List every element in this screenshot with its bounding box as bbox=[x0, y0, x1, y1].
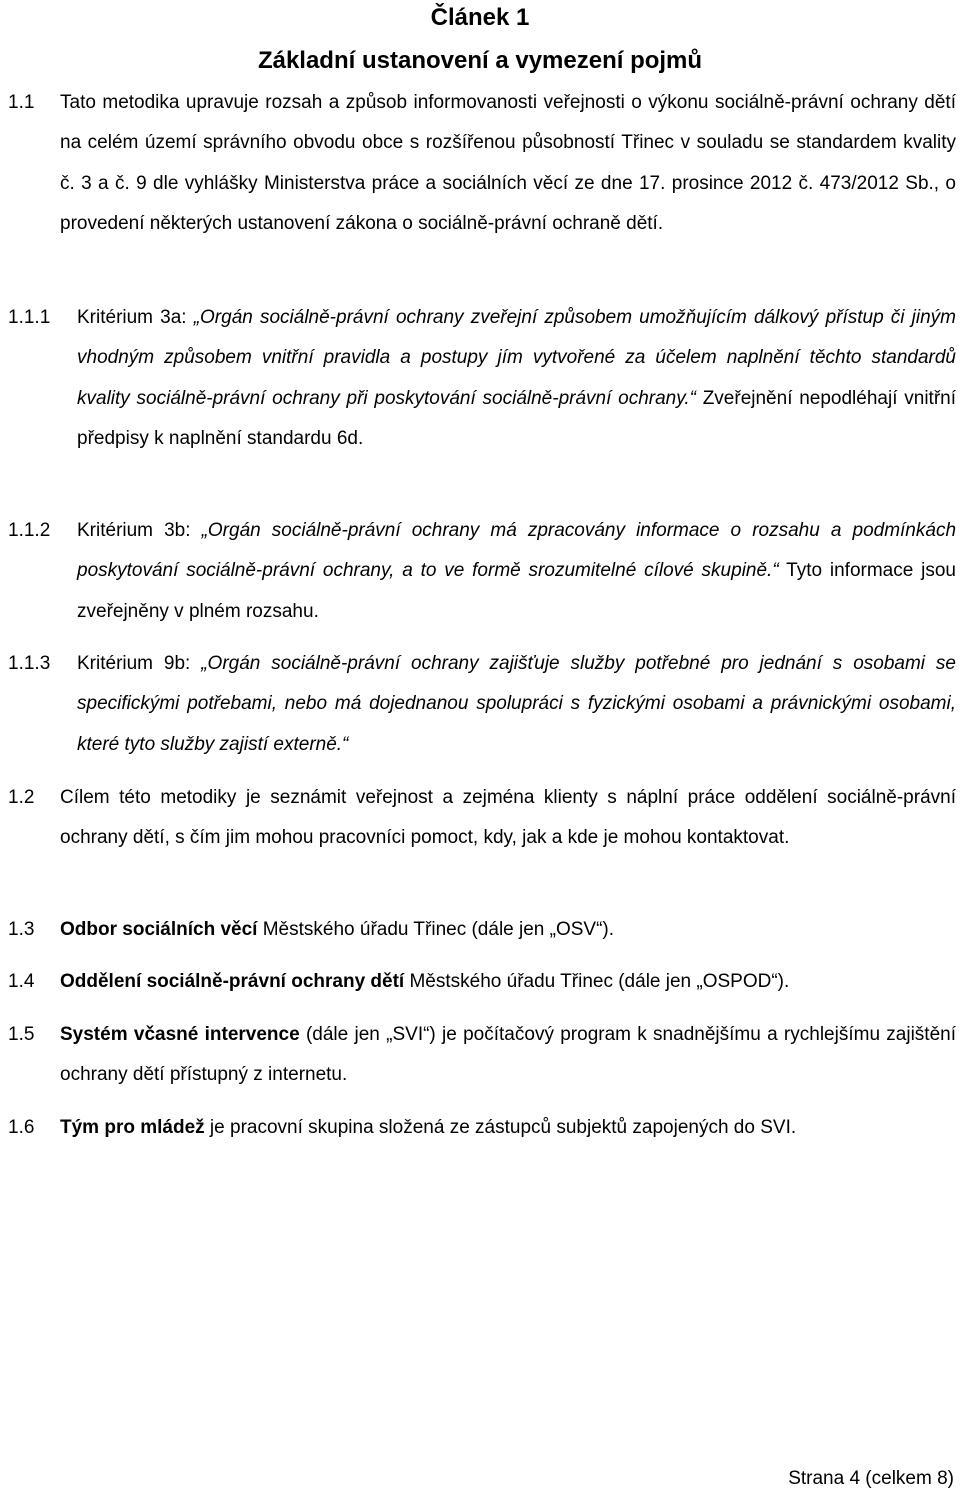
defined-term: Odbor sociálních věcí bbox=[60, 919, 258, 940]
definition-body: je pracovní skupina složená ze zástupců subjektů zapojených do SVI. bbox=[204, 1117, 797, 1138]
definition-text bbox=[60, 910, 956, 950]
page-footer: Strana 4 (celkem 8) bbox=[788, 1468, 954, 1489]
item-number: 1.5 bbox=[8, 1024, 35, 1045]
criterion-lead: Kritérium 3a: bbox=[77, 307, 194, 328]
definition-text bbox=[60, 962, 956, 1002]
criterion-quote: „Orgán sociálně-právní ochrany zajišťuje služby potřebné pro jednání s osobami se specifickými potřebami, nebo má dojednanou spolupráci s fyzickými osobami a právnickými osobami, které tyto služby zajistí externě.“ bbox=[77, 653, 956, 755]
criterion-tail: Zveřejnění nepodléhají vnitřní předpisy k naplnění standardu 6d. bbox=[77, 387, 956, 450]
article-subtitle: Základní ustanovení a vymezení pojmů bbox=[257, 47, 703, 74]
criterion-quote: „Orgán sociálně-právní ochrany zveřejní způsobem umožňujícím dálkový přístup či jiným vhodným způsobem vnitřní pravidla a postupy jím vytvořené za účelem naplnění těchto standardů kvality sociálně-právní ochrany při poskytování sociálně-právní ochrany.“ bbox=[77, 307, 956, 409]
item-number: 1.1.2 bbox=[8, 520, 51, 541]
item-body: Tato metodika upravuje rozsah a způsob informovanosti veřejnosti o výkonu sociálně-právní ochrany dětí na celém území správního obvodu obce s rozšířenou působností Třinec v souladu se standardem kvality č. 3 a č. 9 dle vyhlášky Ministerstva práce a sociálních věcí ze dne 17. prosince 2012 č. 473/2012 Sb., o provedení některých ustanovení zákona o sociálně-právní ochraně dětí. bbox=[60, 92, 956, 235]
defined-term: Tým pro mládež bbox=[60, 1117, 205, 1138]
item-number: 1.3 bbox=[8, 919, 35, 940]
item-number: 1.2 bbox=[8, 787, 35, 808]
item-number: 1.4 bbox=[8, 971, 35, 992]
definition-text bbox=[60, 1015, 956, 1096]
criterion-text bbox=[77, 298, 956, 460]
criterion-text bbox=[77, 644, 956, 765]
item-number: 1.1 bbox=[8, 92, 35, 113]
criterion-tail: Tyto informace jsou zveřejněny v plném rozsahu. bbox=[77, 560, 956, 622]
article-title: Článek 1 bbox=[430, 4, 530, 31]
definition-body: Městského úřadu Třinec (dále jen „OSPOD“). bbox=[404, 971, 790, 992]
defined-term: Oddělení sociálně-právní ochrany dětí bbox=[60, 971, 405, 992]
criterion-quote: „Orgán sociálně-právní ochrany má zpracovány informace o rozsahu a podmínkách poskytování sociálně-právní ochrany, a to ve formě srozumitelné cílové skupině.“ bbox=[77, 520, 957, 582]
criterion-lead: Kritérium 3b: bbox=[77, 520, 202, 541]
item-number: 1.1.3 bbox=[8, 653, 51, 674]
criterion-lead: Kritérium 9b: bbox=[77, 653, 202, 674]
item-text bbox=[60, 778, 956, 859]
definition-text bbox=[60, 1108, 956, 1148]
item-number: 1.1.1 bbox=[8, 307, 51, 328]
item-body: Cílem této metodiky je seznámit veřejnost a zejména klienty s náplní práce oddělení sociálně-právní ochrany dětí, s čím jim mohou pracovníci pomoct, kdy, jak a kde je mohou kontaktovat. bbox=[60, 787, 956, 849]
definition-body: (dále jen „SVI“) je počítačový program k snadnějšímu a rychlejšímu zajištění ochrany dětí přístupný z internetu. bbox=[60, 1024, 957, 1086]
item-number: 1.6 bbox=[8, 1117, 35, 1138]
item-text bbox=[60, 83, 956, 245]
definition-body: Městského úřadu Třinec (dále jen „OSV“). bbox=[257, 919, 615, 940]
criterion-text bbox=[77, 511, 956, 632]
defined-term: Systém včasné intervence bbox=[60, 1024, 300, 1045]
